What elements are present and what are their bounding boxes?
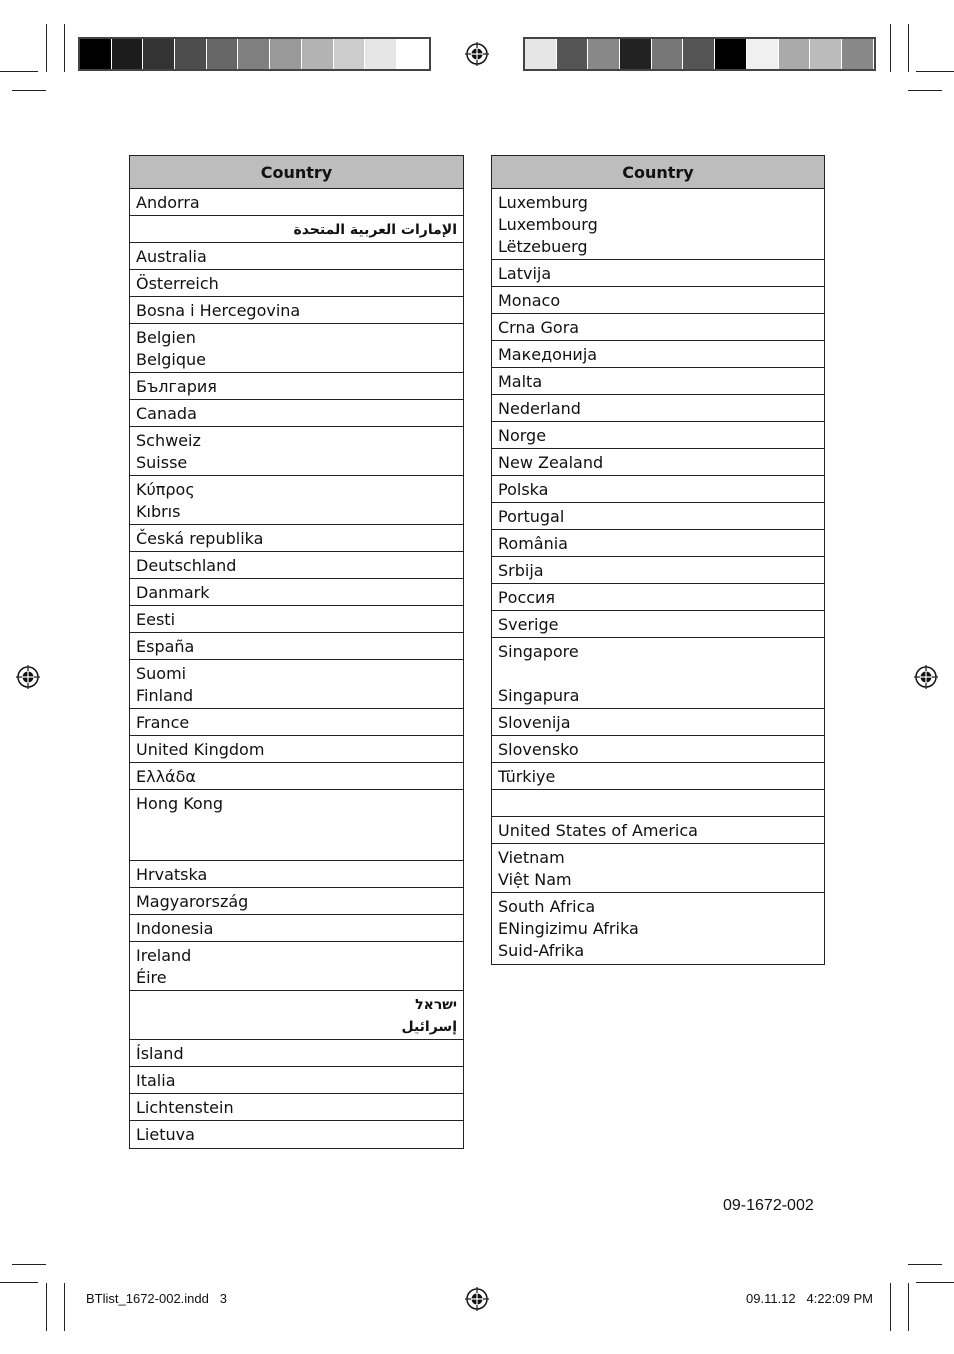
country-name: إسرائيل [401, 1019, 457, 1035]
table-row [130, 991, 463, 1040]
country-name: Türkiye [498, 767, 556, 786]
country-name: ENingizimu Afrika [498, 919, 639, 938]
country-name: Srbija [498, 561, 544, 580]
country-name: Magyarország [136, 892, 249, 911]
country-name: Hrvatska [136, 865, 208, 884]
country-name: Schweiz [136, 431, 201, 450]
table-row [130, 790, 463, 861]
country-name: Sverige [498, 615, 559, 634]
color-bar-left [78, 37, 431, 71]
crop-mark [908, 24, 909, 72]
table-row [492, 189, 824, 260]
table-row [492, 368, 824, 395]
table-row [492, 395, 824, 422]
table-row [130, 633, 463, 660]
country-name: Luxembourg [498, 215, 598, 234]
color-swatch [302, 39, 334, 69]
country-name: Eesti [136, 610, 176, 629]
footer-datetime: 09.11.12 4:22:09 PM [746, 1291, 873, 1306]
table-header: Country [130, 156, 463, 189]
table-row [130, 709, 463, 736]
registration-mark-icon [465, 1287, 489, 1311]
country-name: Македонија [498, 345, 598, 364]
table-row [130, 270, 463, 297]
country-name: United Kingdom [136, 740, 265, 759]
country-name: Italia [136, 1071, 176, 1090]
table-row [492, 341, 824, 368]
country-name: Lichtenstein [136, 1098, 234, 1117]
color-swatch [397, 39, 429, 69]
country-name: Россия [498, 588, 556, 607]
country-name: Bosna i Hercegovina [136, 301, 301, 320]
country-name: Việt Nam [498, 870, 572, 889]
crop-mark [908, 90, 942, 91]
country-name: Portugal [498, 507, 565, 526]
table-row [130, 189, 463, 216]
color-swatch [620, 39, 652, 69]
table-row [130, 1094, 463, 1121]
table-row [492, 611, 824, 638]
crop-mark [890, 24, 891, 72]
table-row [130, 1121, 463, 1148]
table-row [130, 579, 463, 606]
country-name: Singapura [498, 686, 580, 705]
table-row [492, 817, 824, 844]
table-row [492, 503, 824, 530]
country-name [498, 793, 818, 815]
table-row [130, 763, 463, 790]
country-name: Danmark [136, 583, 210, 602]
country-name: Κύπρος [136, 480, 195, 499]
table-row [492, 790, 824, 817]
table-row [130, 915, 463, 942]
crop-mark [916, 1282, 954, 1283]
color-swatch [652, 39, 684, 69]
table-row [492, 736, 824, 763]
table-header: Country [492, 156, 824, 189]
table-row [130, 552, 463, 579]
table-row [492, 287, 824, 314]
country-name: Luxemburg [498, 193, 588, 212]
crop-mark [0, 71, 38, 72]
color-swatch [810, 39, 842, 69]
country-name: Hong Kong [136, 794, 223, 813]
country-name: France [136, 713, 190, 732]
crop-mark [64, 1283, 65, 1331]
table-row [130, 1067, 463, 1094]
country-table-right [491, 155, 825, 965]
country-name: Finland [136, 686, 194, 705]
table-row [130, 297, 463, 324]
country-name: Suid-Afrika [498, 941, 585, 960]
table-row [492, 422, 824, 449]
crop-mark [46, 1283, 47, 1331]
registration-mark-icon [465, 42, 489, 66]
crop-mark [916, 71, 954, 72]
color-swatch [143, 39, 175, 69]
country-name: Ireland [136, 946, 192, 965]
table-row [130, 1040, 463, 1067]
table-row [130, 216, 463, 243]
country-name: Vietnam [498, 848, 565, 867]
country-name [136, 815, 457, 837]
crop-mark [908, 1283, 909, 1331]
document-number: 09-1672-002 [723, 1197, 814, 1214]
crop-mark [890, 1283, 891, 1331]
country-name: Malta [498, 372, 543, 391]
table-row [130, 861, 463, 888]
crop-mark [12, 90, 46, 91]
table-row [130, 243, 463, 270]
color-swatch [334, 39, 366, 69]
country-table-left [129, 155, 464, 1149]
country-name: Suisse [136, 453, 188, 472]
country-name: Česká republika [136, 529, 264, 548]
country-name: Lëtzebuerg [498, 237, 588, 256]
country-name: Belgique [136, 350, 207, 369]
table-row [130, 888, 463, 915]
table-row [492, 763, 824, 790]
country-name [498, 663, 818, 685]
table-row [130, 942, 463, 991]
country-name: Latvija [498, 264, 552, 283]
country-name: Andorra [136, 193, 200, 212]
table-row [130, 736, 463, 763]
country-name: Norge [498, 426, 547, 445]
crop-mark [64, 24, 65, 72]
country-name: Lietuva [136, 1125, 195, 1144]
country-name: Ísland [136, 1044, 184, 1063]
country-name: Éire [136, 968, 167, 987]
color-swatch [557, 39, 589, 69]
table-row [130, 660, 463, 709]
country-name: Nederland [498, 399, 581, 418]
country-name: България [136, 377, 217, 396]
country-name: Polska [498, 480, 549, 499]
table-row [492, 557, 824, 584]
country-name: España [136, 637, 195, 656]
country-name: Slovensko [498, 740, 579, 759]
country-name: South Africa [498, 897, 596, 916]
table-row [492, 314, 824, 341]
table-row [130, 400, 463, 427]
country-name: الإمارات العربية المتحدة [293, 222, 457, 238]
country-name [136, 837, 457, 859]
table-row [130, 427, 463, 476]
country-name: România [498, 534, 568, 553]
color-swatch [588, 39, 620, 69]
table-row [492, 584, 824, 611]
color-swatch [365, 39, 397, 69]
table-row [130, 324, 463, 373]
color-swatch [715, 39, 747, 69]
color-swatch [207, 39, 239, 69]
table-row [492, 844, 824, 893]
table-row [492, 476, 824, 503]
country-name: Indonesia [136, 919, 214, 938]
color-swatch [525, 39, 557, 69]
crop-mark [12, 1264, 46, 1265]
country-name: Monaco [498, 291, 561, 310]
table-row [492, 893, 824, 964]
color-swatch [238, 39, 270, 69]
table-row [492, 709, 824, 736]
table-row [492, 449, 824, 476]
crop-mark [46, 24, 47, 72]
color-swatch [842, 39, 874, 69]
country-name: Crna Gora [498, 318, 580, 337]
country-name: United States of America [498, 821, 698, 840]
country-name: Slovenija [498, 713, 571, 732]
table-row [130, 525, 463, 552]
country-name: Ελλάδα [136, 767, 196, 786]
country-name: Australia [136, 247, 207, 266]
color-bar-right [523, 37, 876, 71]
country-name: Österreich [136, 274, 219, 293]
color-swatch [80, 39, 112, 69]
registration-mark-icon [914, 665, 938, 689]
crop-mark [0, 1282, 38, 1283]
color-swatch [779, 39, 811, 69]
table-row [492, 260, 824, 287]
color-swatch [747, 39, 779, 69]
country-name: Canada [136, 404, 197, 423]
color-swatch [175, 39, 207, 69]
country-name: Singapore [498, 642, 579, 661]
table-row [130, 373, 463, 400]
table-row [492, 530, 824, 557]
table-row [130, 476, 463, 525]
table-row [492, 638, 824, 709]
color-swatch [683, 39, 715, 69]
color-swatch [112, 39, 144, 69]
registration-mark-icon [16, 665, 40, 689]
footer-filename: BTlist_1672-002.indd 3 [86, 1291, 227, 1306]
country-name: Kıbrıs [136, 502, 181, 521]
color-swatch [270, 39, 302, 69]
country-name: Suomi [136, 664, 187, 683]
crop-mark [908, 1264, 942, 1265]
country-name: ישראל [415, 997, 457, 1013]
country-name: New Zealand [498, 453, 604, 472]
country-name: Belgien [136, 328, 196, 347]
country-name: Deutschland [136, 556, 237, 575]
table-row [130, 606, 463, 633]
